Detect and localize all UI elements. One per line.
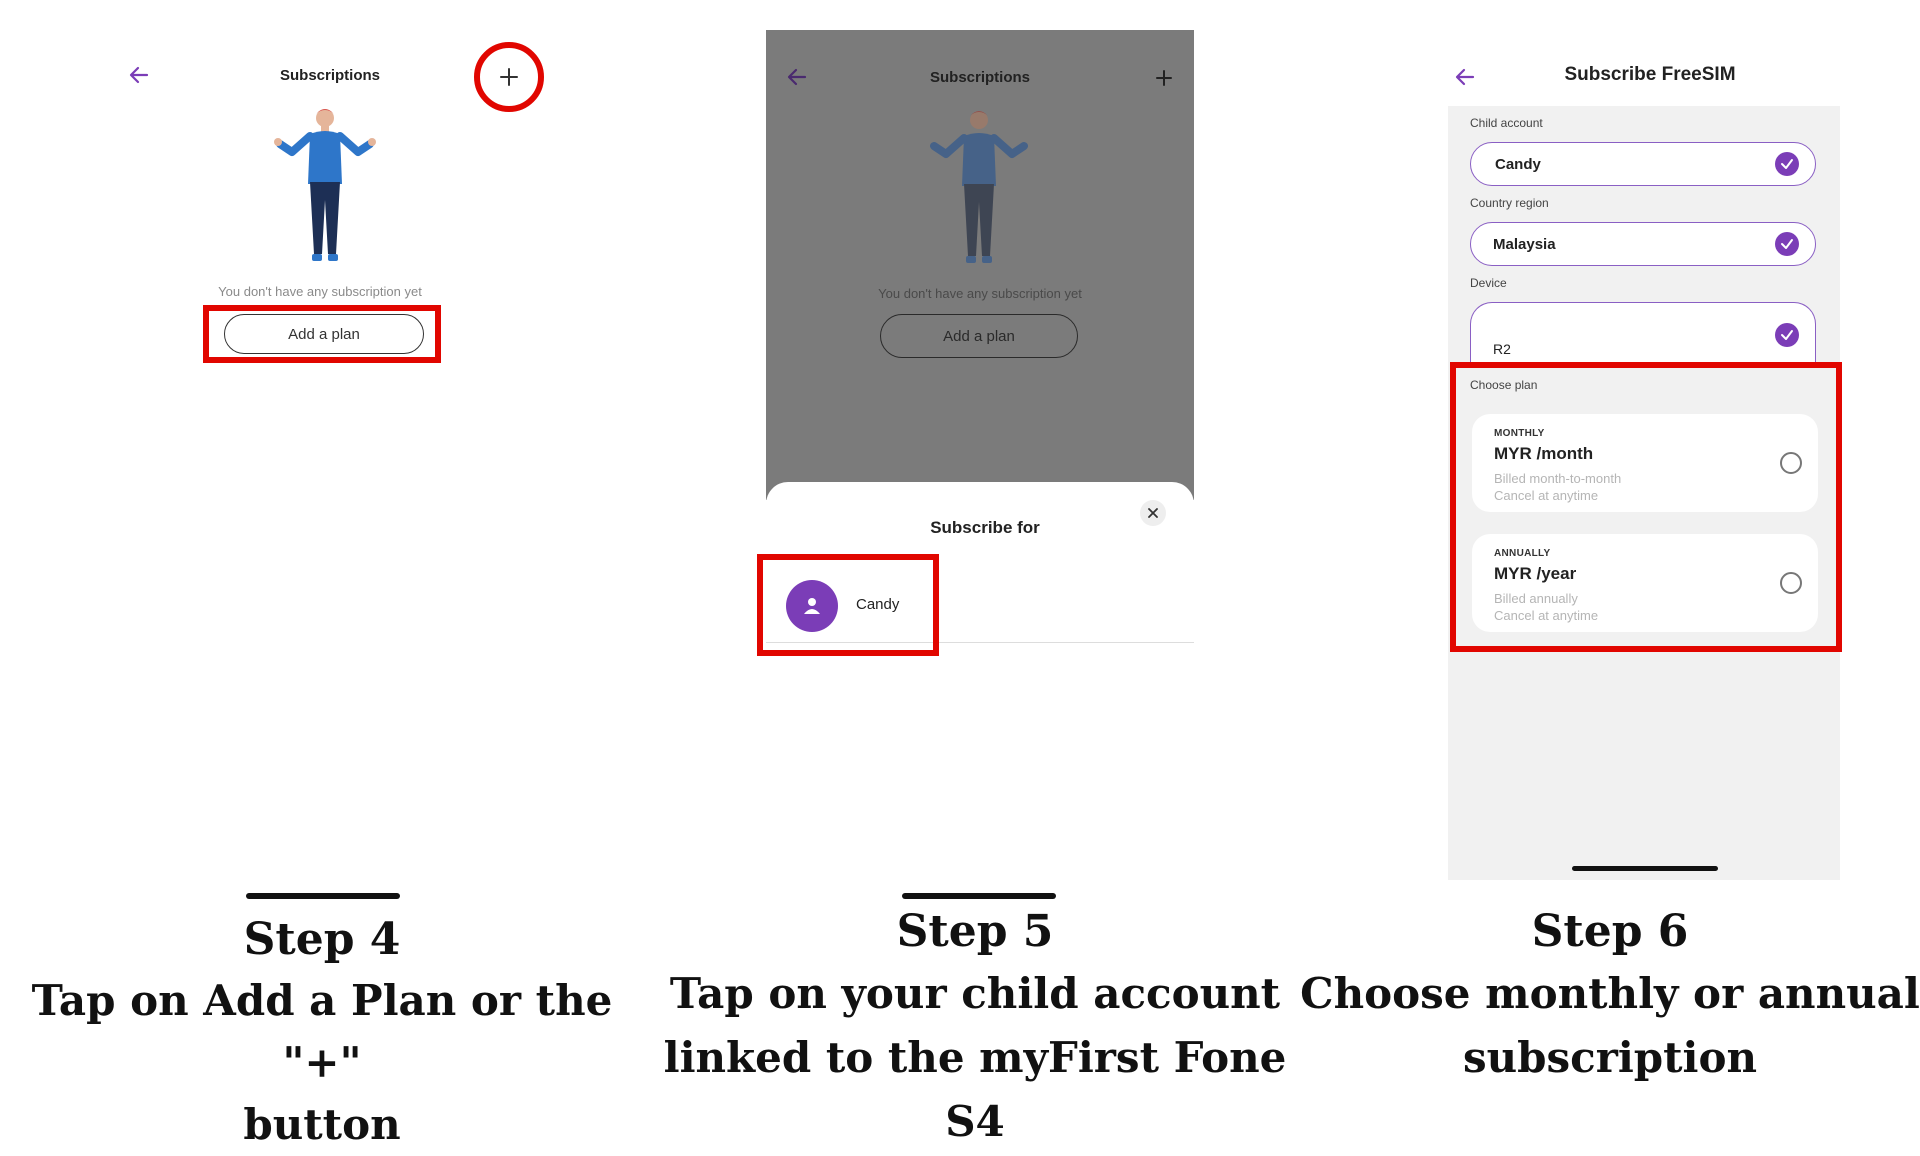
caption-step4 (0, 910, 644, 1156)
step-text-line1: Choose monthly or annual (1300, 969, 1920, 1018)
country-field[interactable] (1470, 222, 1816, 266)
plan-tag: ANNUALLY (1494, 548, 1551, 559)
step-heading: Step 5 (896, 906, 1054, 957)
plan-card-monthly[interactable] (1472, 414, 1818, 512)
check-icon (1775, 323, 1799, 347)
check-icon (1775, 232, 1799, 256)
child-account-field[interactable] (1470, 142, 1816, 186)
step-heading: Step 4 (243, 914, 401, 965)
page-title: Subscriptions (929, 69, 1030, 86)
step-text-line2: subscription (1462, 1033, 1758, 1082)
add-plan-button[interactable]: Add a plan (880, 314, 1078, 358)
child-account-label: Child account (1470, 116, 1543, 130)
choose-plan-label: Choose plan (1470, 378, 1538, 392)
step-text-line1: Tap on Add a Plan or the "+" (31, 976, 613, 1087)
step-text-line1: Tap on your child account (669, 969, 1281, 1018)
plan-tag: MONTHLY (1494, 428, 1545, 439)
person-shrug-illustration (924, 106, 1034, 281)
plus-icon[interactable] (1154, 68, 1174, 88)
person-shrug-illustration (270, 104, 380, 279)
plan-title: MYR /year (1494, 564, 1577, 583)
empty-state-text: You don't have any subscription yet (878, 286, 1082, 301)
add-plan-button[interactable]: Add a plan (224, 314, 424, 354)
back-arrow-icon[interactable] (1454, 66, 1476, 88)
step-text-line2: linked to the myFirst Fone S4 (663, 1033, 1287, 1146)
caption-step6 (1300, 902, 1920, 1090)
step-heading: Step 6 (1531, 906, 1689, 957)
country-value: Malaysia (1493, 236, 1556, 253)
country-label: Country region (1470, 196, 1549, 210)
close-icon[interactable] (1140, 500, 1166, 526)
caption-step5 (640, 902, 1310, 1154)
empty-state-text: You don't have any subscription yet (218, 284, 422, 299)
home-indicator (1572, 866, 1718, 871)
home-indicator (246, 893, 400, 899)
back-arrow-icon[interactable] (786, 66, 808, 88)
sheet-title: Subscribe for (930, 518, 1040, 537)
plan-cancel: Cancel at anytime (1494, 488, 1599, 503)
person-icon (786, 580, 838, 632)
plan-cancel: Cancel at anytime (1494, 608, 1599, 623)
step-text-line2: button (243, 1100, 401, 1149)
plan-billing: Billed month-to-month (1494, 471, 1622, 486)
plan-card-annually[interactable] (1472, 534, 1818, 632)
plan-radio[interactable] (1780, 572, 1802, 594)
home-indicator (902, 893, 1056, 899)
check-icon (1775, 152, 1799, 176)
page-title: Subscribe FreeSIM (1564, 64, 1736, 85)
page-title: Subscriptions (279, 67, 380, 84)
account-row-candy[interactable] (784, 578, 934, 634)
back-arrow-icon[interactable] (128, 64, 150, 86)
device-field[interactable] (1470, 302, 1816, 366)
plan-title: MYR /month (1494, 444, 1594, 463)
account-name: Candy (856, 596, 900, 613)
child-account-value: Candy (1495, 156, 1541, 173)
device-label: Device (1470, 276, 1507, 290)
plus-icon[interactable] (498, 66, 520, 88)
plan-radio[interactable] (1780, 452, 1802, 474)
device-value: R2 (1493, 341, 1511, 357)
plan-billing: Billed annually (1494, 591, 1578, 606)
